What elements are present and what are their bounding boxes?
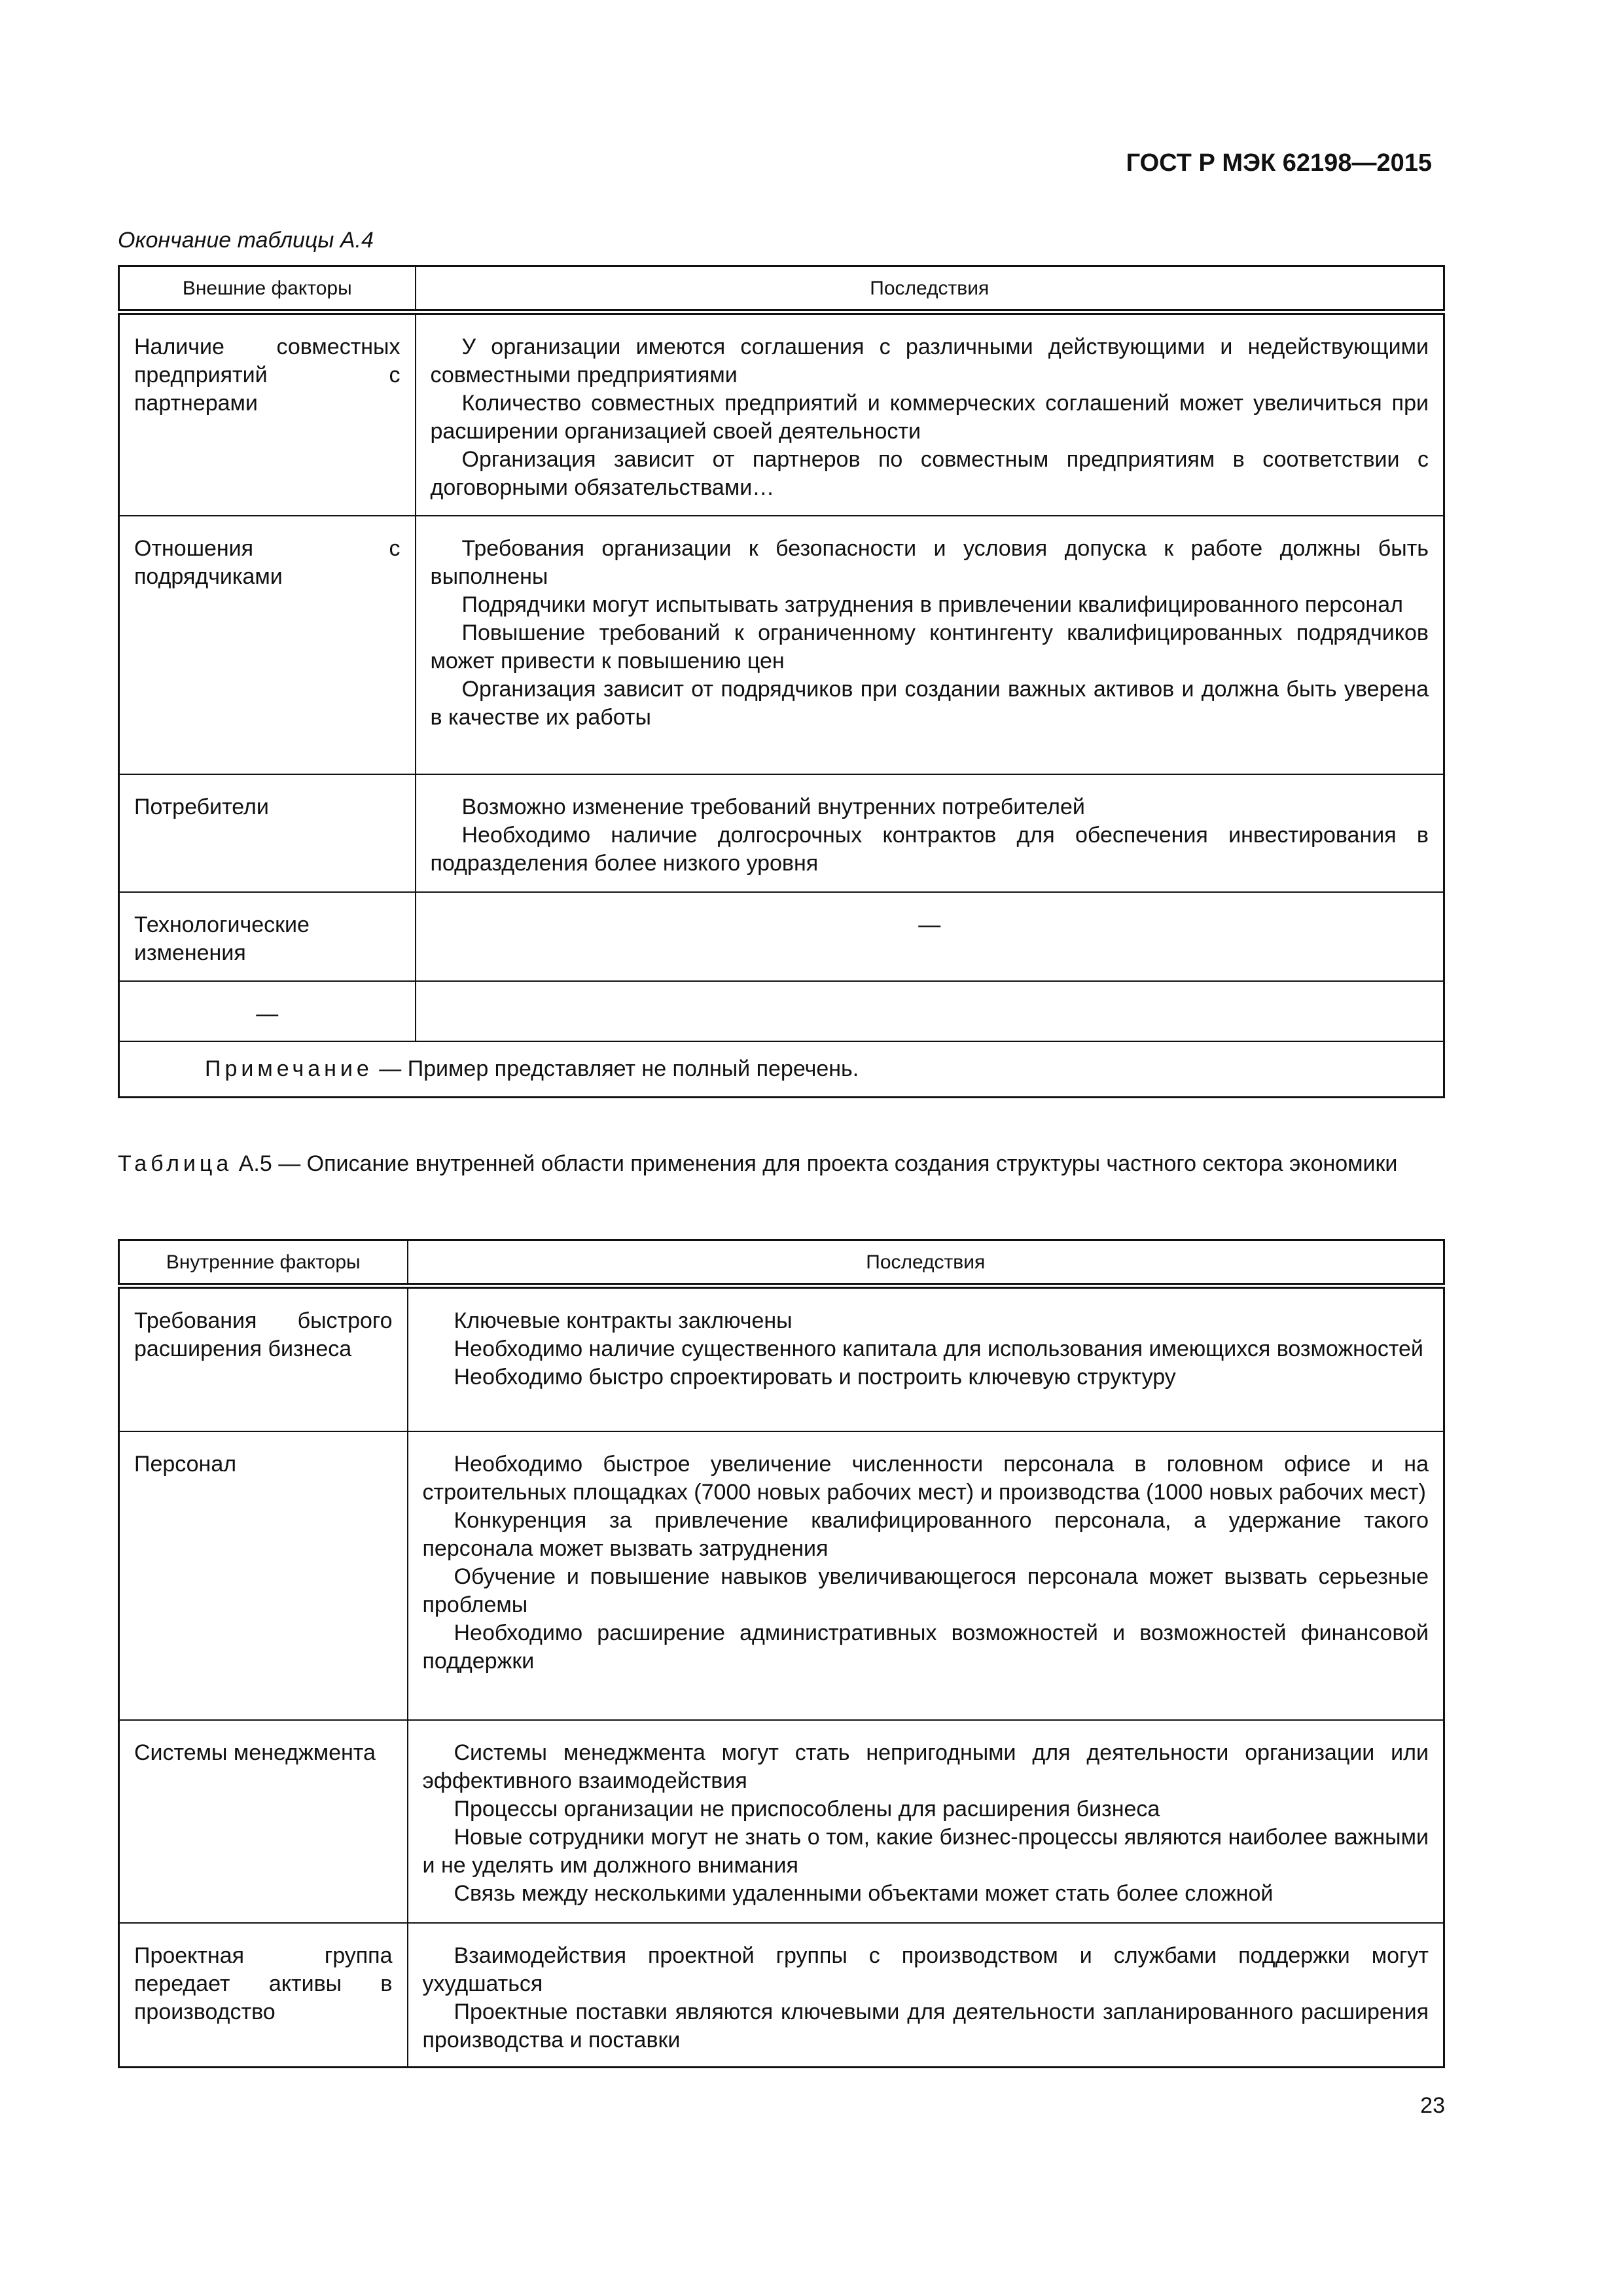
table-row	[119, 1431, 1444, 1720]
consequences-cell	[408, 1431, 1444, 1720]
factor-cell: Персонал	[119, 1431, 408, 1720]
table-a4	[118, 265, 1445, 1098]
column-header: Последствия	[408, 1240, 1444, 1286]
consequence-item: Подрядчики могут испытывать затруднения в привлечении квалифицированного персонал	[461, 592, 1403, 617]
table-header-row	[119, 266, 1444, 312]
consequences-cell	[408, 1923, 1444, 2068]
table-row	[119, 1923, 1444, 2068]
consequence-item: У организации имеются соглашения с различными действующими и недействующими совместными предприятиями	[430, 334, 1429, 387]
consequence-item: Необходимо наличие долгосрочных контрактов для обеспечения инвестирования в подразделения более низкого уровня	[430, 822, 1429, 876]
table-a4-caption: Окончание таблицы А.4	[118, 228, 374, 253]
table-row	[119, 1286, 1444, 1431]
consequences-cell	[416, 516, 1444, 774]
table-row	[119, 774, 1444, 892]
consequence-item: Системы менеджмента могут стать непригодными для деятельности организации или эффективного взаимодействия	[422, 1740, 1429, 1793]
consequence-item: Требования организации к безопасности и условия допуска к работе должны быть выполнены	[430, 535, 1429, 589]
consequence-item: Взаимодействия проектной группы с производством и службами поддержки могут ухудшаться	[422, 1943, 1429, 1996]
empty-dash: —	[416, 892, 1444, 981]
page-number: 23	[1420, 2093, 1445, 2118]
table-row	[119, 981, 1444, 1041]
factor-cell: Технологические изменения	[119, 892, 416, 981]
table-row	[119, 892, 1444, 981]
factor-cell: Системы менеджмента	[119, 1720, 408, 1923]
consequence-item: Ключевые контракты заключены	[454, 1308, 793, 1333]
factor-cell: Проектная группа передает активы в производство	[119, 1923, 408, 2068]
table-a5-caption	[118, 1150, 1445, 1178]
consequences-cell	[408, 1720, 1444, 1923]
consequence-item: Возможно изменение требований внутренних потребителей	[461, 794, 1085, 819]
note-cell	[119, 1041, 1444, 1098]
table-a5-caption-label: Таблица	[118, 1151, 233, 1176]
table-row	[119, 516, 1444, 774]
note-text: — Пример представляет не полный перечень.	[372, 1056, 859, 1081]
consequence-item: Необходимо быстрое увеличение численности персонала в головном офисе и на строительных площадках (7000 новых рабочих мест) и производства (1000 новых рабочих мест)	[422, 1451, 1429, 1505]
factor-cell: Потребители	[119, 774, 416, 892]
factor-cell: Отношения с подрядчиками	[119, 516, 416, 774]
column-header: Внутренние факторы	[119, 1240, 408, 1286]
table-header-row	[119, 1240, 1444, 1286]
factor-cell: Требования быстрого расширения бизнеса	[119, 1286, 408, 1431]
consequence-item: Проектные поставки являются ключевыми для деятельности запланированного расширения производства и поставки	[422, 1999, 1429, 2053]
consequences-cell	[416, 774, 1444, 892]
table-row	[119, 1720, 1444, 1923]
consequence-item: Конкуренция за привлечение квалифицированного персонала, а удержание такого персонала может вызвать затруднения	[422, 1507, 1429, 1561]
column-header: Последствия	[416, 266, 1444, 312]
empty-cell	[416, 981, 1444, 1041]
factor-cell: Наличие совместных предприятий с партнерами	[119, 312, 416, 516]
consequence-item: Организация зависит от партнеров по совместным предприятиям в соответствии с договорными обязательствами…	[430, 447, 1429, 500]
empty-dash: —	[119, 981, 416, 1041]
consequence-item: Организация зависит от подрядчиков при создании важных активов и должна быть уверена в качестве их работы	[430, 676, 1429, 730]
table-row	[119, 312, 1444, 516]
consequence-item: Обучение и повышение навыков увеличивающегося персонала может вызвать серьезные проблемы	[422, 1564, 1429, 1617]
consequence-item: Необходимо расширение административных возможностей и возможностей финансовой поддержки	[422, 1620, 1429, 1674]
consequence-item: Необходимо быстро спроектировать и построить ключевую структуру	[454, 1365, 1176, 1390]
consequence-item: Процессы организации не приспособлены для расширения бизнеса	[454, 1796, 1160, 1821]
consequence-item: Новые сотрудники могут не знать о том, какие бизнес-процессы являются наиболее важными и не уделять им должного внимания	[422, 1824, 1429, 1878]
consequence-item: Связь между несколькими удаленными объектами может стать более сложной	[454, 1880, 1274, 1906]
consequences-cell	[408, 1286, 1444, 1431]
consequences-cell	[416, 312, 1444, 516]
note-row	[119, 1041, 1444, 1098]
note-label: Примечание	[205, 1056, 373, 1081]
document-code: ГОСТ Р МЭК 62198—2015	[1126, 149, 1432, 177]
consequence-item: Количество совместных предприятий и коммерческих соглашений может увеличиться при расширении организацией своей деятельности	[430, 391, 1429, 444]
table-a5	[118, 1239, 1445, 2068]
consequence-item: Необходимо наличие существенного капитала для использования имеющихся возможностей	[454, 1336, 1423, 1361]
column-header: Внешние факторы	[119, 266, 416, 312]
consequence-item: Повышение требований к ограниченному контингенту квалифицированных подрядчиков может привести к повышению цен	[430, 620, 1429, 673]
table-a5-caption-text: А.5 — Описание внутренней области применения для проекта создания структуры частного сектора экономики	[232, 1151, 1398, 1176]
